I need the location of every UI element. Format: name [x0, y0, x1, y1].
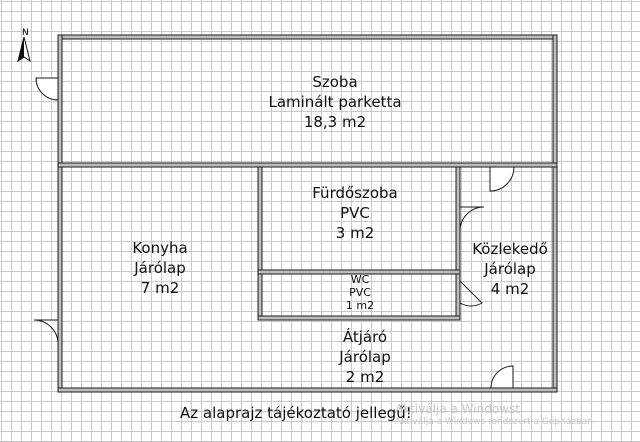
room-area: 1 m2 — [345, 299, 375, 312]
room-floor: PVC — [340, 204, 370, 222]
room-name: Átjáró — [342, 328, 388, 346]
wall-szoba-bottom — [58, 163, 557, 167]
outer-wall-bottom — [58, 388, 557, 392]
room-floor: Járólap — [484, 260, 536, 278]
watermark-line: Aktiválja a Windowst — [395, 402, 520, 416]
door-swing — [490, 167, 514, 191]
room-name: Fürdőszoba — [312, 184, 398, 202]
compass-label: N — [22, 28, 29, 38]
room-name: WC — [350, 273, 370, 286]
room-area: 3 m2 — [335, 224, 375, 242]
room-name: Konyha — [132, 239, 188, 257]
room-kozlekedo-label — [462, 239, 558, 299]
room-area: 7 m2 — [140, 279, 180, 297]
room-szoba-label — [240, 72, 430, 132]
door-swing — [34, 320, 58, 344]
wall-wc-bottom — [258, 316, 460, 320]
door-swing — [460, 207, 484, 231]
watermark-line: Aktiválja a Windows rendszert a Gépházban — [395, 417, 593, 427]
room-konyha-label — [100, 238, 220, 298]
wall-bath-left — [258, 167, 262, 320]
outer-wall-top — [58, 35, 557, 39]
north-compass-icon — [10, 27, 38, 75]
outer-wall-left — [58, 35, 62, 392]
room-area: 2 m2 — [345, 368, 385, 386]
wall-bath-right — [456, 167, 460, 320]
room-wc-label — [330, 273, 390, 312]
door-swing — [36, 78, 58, 100]
room-area: 18,3 m2 — [303, 113, 367, 131]
room-furdoszoba-label — [290, 183, 420, 243]
disclaimer-text: Az alaprajz tájékoztató jellegű! — [180, 404, 412, 422]
room-floor: Járólap — [339, 348, 391, 366]
windows-activation-watermark — [395, 402, 593, 428]
room-name: Szoba — [312, 73, 358, 91]
room-name: Közlekedő — [472, 240, 548, 258]
room-floor: Laminált parketta — [268, 93, 402, 111]
room-area: 4 m2 — [490, 280, 530, 298]
outer-wall-right — [553, 35, 557, 392]
room-atjaro-label — [300, 327, 430, 387]
room-floor: Járólap — [134, 259, 186, 277]
room-floor: PVC — [349, 286, 371, 299]
door-swing — [491, 366, 513, 388]
